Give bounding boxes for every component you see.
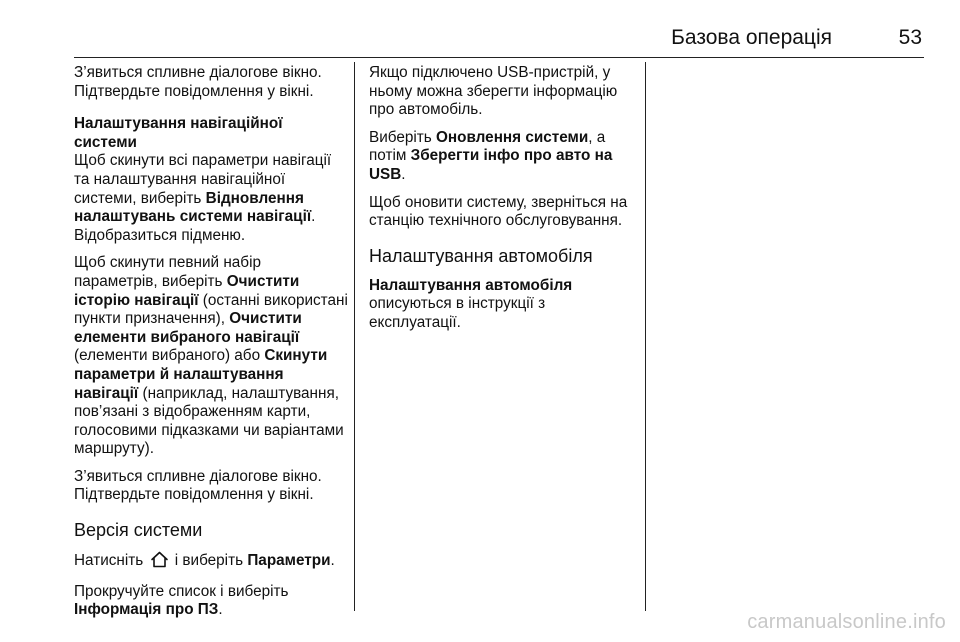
paragraph-confirm-dialog: З’явиться спливне діалогове вікно. Підтвердьте повідомлення у вікні. [74,64,322,100]
paragraph-usb: Якщо підключено USB-пристрій, у ньому можна зберегти інформацію про автомобіль. [369,64,618,119]
subheading-vehicle-settings: Налаштування автомобіля [369,276,573,294]
scroll-pre-text: Прокручуйте список і виберіть [74,582,289,600]
middle-column [369,64,639,342]
option2-desc: (елементи вибраного) або [74,347,265,365]
paragraph-reset-all [74,152,348,245]
subheading-navigation-settings: Налаштування навігаційної системи [74,115,283,151]
set-intro-text: Щоб скинути певний набір параметрів, виберіть [74,254,261,290]
select-end-text: . [401,165,406,183]
paragraph-vehicle-settings: описуються в інструкції з експлуатації. [369,295,546,331]
option1-desc: (останні використані пункти призначення), [74,291,348,328]
option3-desc: (наприклад, налаштування, пов’язані з відображенням карти, голосовими підказками чи варіантами маршруту). [74,384,344,458]
press-mid-text: і виберіть [170,552,248,570]
column-divider [354,62,355,611]
menu-option-system-update: Оновлення системи [435,128,589,146]
menu-option-clear-history: Очистити історію навігації [74,272,300,309]
scroll-end-text: . [218,601,223,619]
menu-option-save-to-usb: Зберегти інфо про авто на USB [369,147,613,183]
heading-vehicle-settings: Налаштування автомобіля [369,245,593,266]
paragraph-select-update [369,129,639,185]
menu-option-software-info: Інформація про ПЗ [74,601,219,619]
press-pre-text: Натисніть [74,552,148,570]
home-icon [150,551,169,574]
select-mid-text: , а потім [369,128,606,165]
menu-option-restore-navigation: Відновлення налаштувань системи навігації [74,189,312,226]
menu-option-reset-settings: Скинути параметри й налаштування навігації [74,347,328,402]
reset-intro-text: Щоб скинути всі параметри навігації та налаштування навігаційної системи, виберіть [74,152,332,207]
menu-option-settings: Параметри [247,552,331,570]
heading-system-version: Версія системи [74,520,203,541]
paragraph-scroll-list [74,583,348,620]
menu-option-clear-favourites: Очистити елементи вибраного навігації [74,310,302,346]
watermark: carmanualsonline.info [747,611,946,633]
left-column [74,64,348,629]
paragraph-press-home [74,551,348,574]
header-title: Базова операція [671,26,832,49]
header-rule [74,57,924,58]
paragraph-reset-set [74,254,348,459]
select-pre-text: Виберіть [369,128,436,146]
paragraph-update-service: Щоб оновити систему, зверніться на станцію технічного обслуговування. [369,193,628,230]
paragraph-confirm-dialog-2: З’явиться спливне діалогове вікно. Підтвердьте повідомлення у вікні. [74,467,322,504]
press-end-text: . [330,552,335,570]
reset-tail-text: . Відобразиться підменю. [74,208,316,244]
page-number: 53 [898,26,922,49]
column-divider [645,62,646,611]
